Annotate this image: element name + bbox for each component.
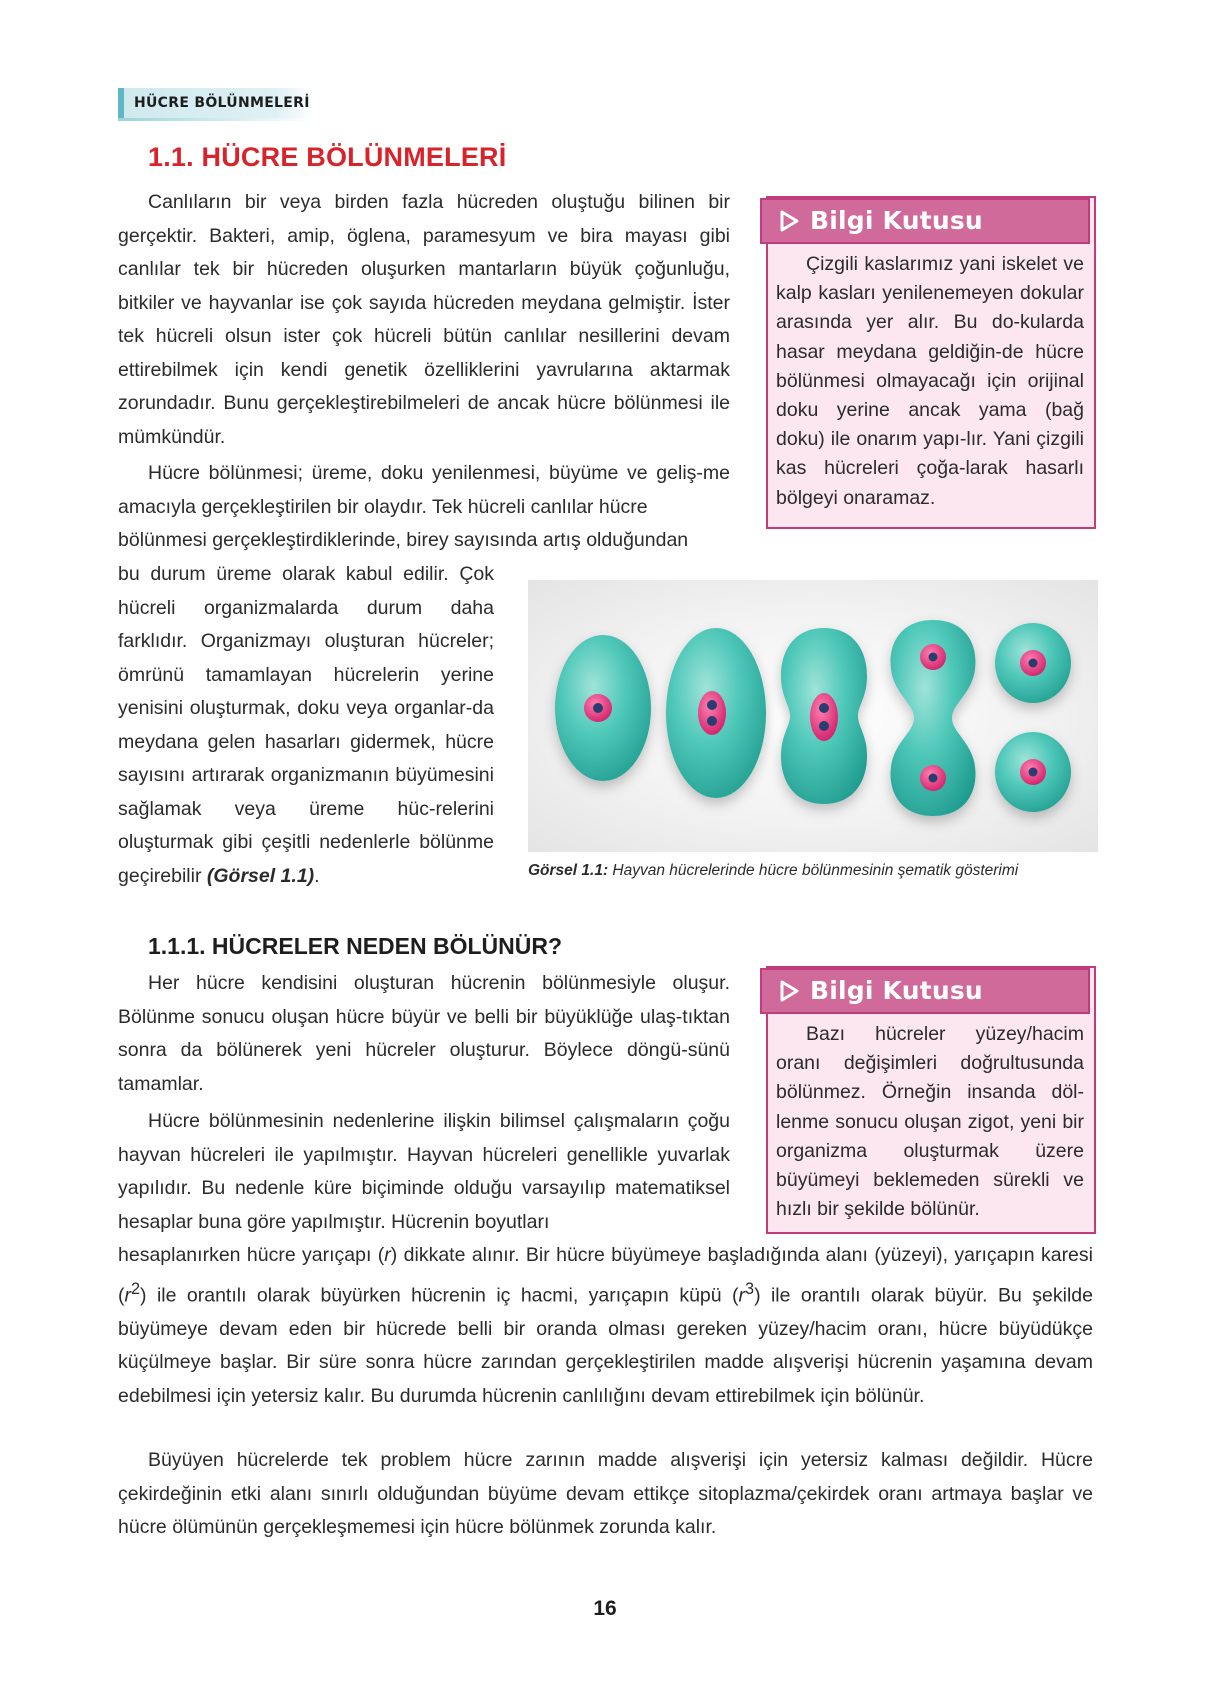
- play-triangle-icon: [778, 210, 800, 232]
- text-run: ) dikkate alınır. Bir hücre büyümeye başladığında alanı (yüzeyi), yarıçapın karesi (: [118, 1244, 1093, 1306]
- paragraph-division-purpose-wrap: [118, 558, 494, 893]
- section-title: 1.1. HÜCRE BÖLÜNMELERİ: [148, 142, 507, 172]
- cell-stage-3: [781, 628, 867, 804]
- paragraph-division-purpose: Hücre bölünmesi; üreme, doku yenilenmesi, büyüme ve geliş-me amacıyla gerçekleştirilen bir olaydır. Tek hücreli canlılar hücre: [118, 462, 730, 518]
- info-box-text: Bazı hücreler yüzey/hacim oranı değişimleri doğrultusunda bölünmez. Örneğin insanda döl-lenme sonucu oluşan zigot, yeni bir organizma oluşturmak üzere büyümeyi beklemeden sürekli ve hızlı bir şekilde bölünür.: [776, 1023, 1084, 1221]
- page-number: 16: [593, 1597, 617, 1620]
- paragraph-nucleus-ratio: Büyüyen hücrelerde tek problem hücre zarının madde alışverişi için yetersiz kalması değildir. Hücre çekirdeğinin etki alanı sınırlı olduğundan büyüme devam ettikçe sitoplazma/çekirdek oranı artmaya başlar ve hücre ölümünün gerçekleşmemesi için hücre bölünmek zorunda kalır.: [118, 1449, 1093, 1538]
- subsection-title: 1.1.1. HÜCRELER NEDEN BÖLÜNÜR?: [148, 933, 563, 959]
- figure-caption: [528, 862, 1098, 880]
- text-run: ) ile orantılı olarak büyürken hücrenin iç hacmi, yarıçapın küpü (: [140, 1284, 739, 1306]
- cell-stage-1: [555, 635, 651, 781]
- period: .: [314, 864, 320, 887]
- chapter-tab-underline: [118, 118, 314, 121]
- info-box-title: Bilgi Kutusu: [810, 206, 983, 235]
- text-run: ) ile orantılı olarak büyür. Bu şekilde büyümeye devam eden bir hücrede belli bir oranda olması gereken yüzey/hacim oranı, hücre büyüdükçe küçülmeye başlar. Bir süre sonra hücre zarından gerçekleştirilen madde alışverişi hücrenin yaşamına devam edebilmesi için yetersiz kalır. Bu durumda hücrenin canlılığını devam ettirebilmek için bölünür.: [118, 1284, 1093, 1407]
- cell-division-illustration: [528, 580, 1098, 852]
- caption-label: Görsel 1.1:: [528, 862, 609, 879]
- info-box-header: [760, 968, 1090, 1014]
- paragraph-intro: Canlıların bir veya birden fazla hücreden oluştuğu bilinen bir gerçektir. Bakteri, amip, öglena, paramesyum ve bira mayası gibi canlılar tek bir hücreden oluşurken mantarların büyük çoğunluğu, bitkiler ve hayvanlar ise çok sayıda hücreden meydana gelmiştir. İster tek hücreli olsun ister çok hücreli bütün canlılar nesillerini devam ettirebilmek için kendi genetik özelliklerini yavrularına aktarmak zorundadır. Bunu gerçekleştirebilmeleri de ancak hücre bölünmesi ile mümkündür.: [118, 191, 730, 448]
- cell-stage-4: [891, 620, 976, 816]
- exponent-3: 3: [745, 1279, 755, 1298]
- exponent-2: 2: [131, 1279, 141, 1298]
- paragraph-calculations: Hücre bölünmesinin nedenlerine ilişkin bilimsel çalışmaların çoğu hayvan hücreleri ile yapılmıştır. Hayvan hücreleri genellikle yuvarlak yapılıdır. Bu nedenle küre biçiminde olduğu varsayılıp matematiksel hesaplar buna göre yapılmıştır. Hücrenin boyutları: [118, 1110, 730, 1233]
- text-run: hesaplanırken hücre yarıçapı (: [118, 1244, 385, 1266]
- radius-symbol: r: [384, 1244, 391, 1266]
- paragraph-cell-growth: Her hücre kendisini oluşturan hücrenin bölünmesiyle oluşur. Bölünme sonucu oluşan hücre büyür ve belli bir büyüklüğe ulaş-tıktan sonra da bölünerek yeni hücreler oluşturur. Böylece döngü-sünü tamamlar.: [118, 972, 730, 1095]
- radius-symbol: r: [124, 1284, 131, 1306]
- radius-symbol: r: [738, 1284, 746, 1306]
- daughter-cell-bottom: [995, 732, 1071, 812]
- paragraph-surface-volume: [118, 1239, 1093, 1413]
- paragraph-text: bu durum üreme olarak kabul edilir. Çok hücreli organizmalarda durum daha farklıdır. Organizmayı oluşturan hücreler; ömrünü tamamlayan hücrelerin yerine yenisini oluşturmak, doku veya organlar-da meydana gelen hasarları gidermek, hücre sayısını artırarak organizmanın büyümesini sağlamak veya üreme hüc-relerini oluşturmak gibi çeşitli nedenlerle bölünme geçirebilir: [118, 563, 494, 887]
- daughter-cell-top: [995, 623, 1071, 703]
- paragraph-division-purpose-cont: bölünmesi gerçekleştirdiklerinde, birey sayısında artış olduğundan: [118, 529, 689, 551]
- play-triangle-icon: [778, 980, 800, 1002]
- figure-reference: (Görsel 1.1): [206, 864, 315, 887]
- info-box-muscle: [766, 196, 1096, 529]
- caption-text: Hayvan hücrelerinde hücre bölünmesinin şematik gösterimi: [608, 862, 1019, 879]
- cell-division-figure: [528, 580, 1098, 852]
- info-box-zygote: [766, 966, 1096, 1234]
- info-box-title: Bilgi Kutusu: [810, 976, 983, 1005]
- cell-stage-2: [666, 628, 766, 798]
- info-box-header: [760, 198, 1090, 244]
- info-box-text: Çizgili kaslarımız yani iskelet ve kalp kasları yenilenemeyen dokular arasında yer alır. Bu do-kularda hasar meydana geldiğin-de hücre bölünmesi olmayacağı için orijinal doku yerine ancak yama (bağ doku) ile onarım yapı-lır. Yani çizgili kas hücreleri çoğa-larak hasarlı bölgeyi onaramaz.: [776, 253, 1084, 509]
- chapter-tab: HÜCRE BÖLÜNMELERİ: [118, 88, 314, 118]
